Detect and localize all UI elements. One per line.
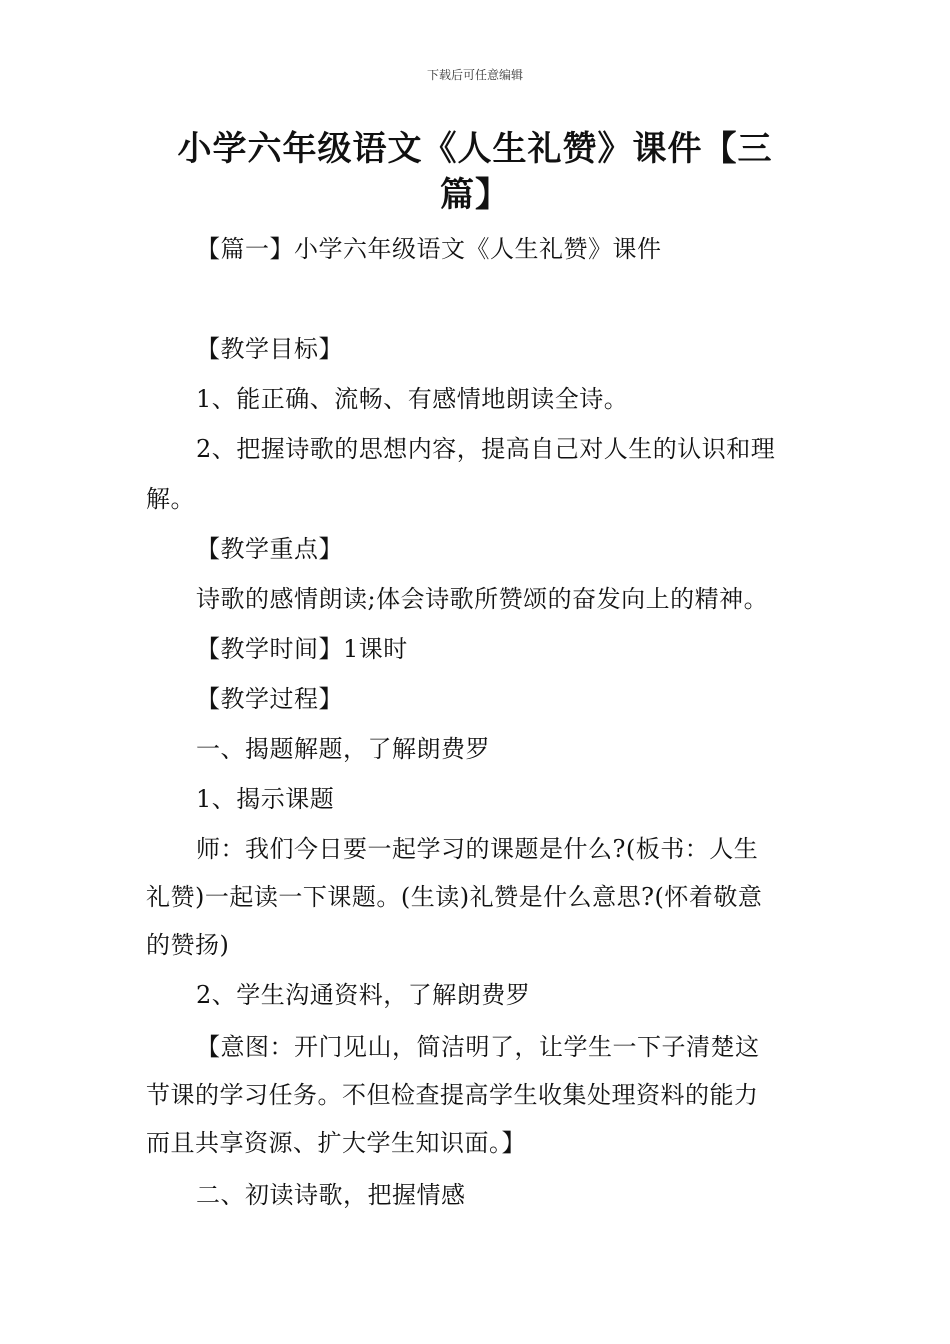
intent-line-2: 节课的学习任务。不但检查提高学生收集处理资料的能力 (146, 1081, 759, 1109)
teacher-line-1: 师：我们今日要一起学习的课题是什么?(板书：人生 (196, 835, 759, 863)
step-1-2: 2、学生沟通资料，了解朗费罗 (196, 981, 531, 1009)
page-header: 下载后可任意编辑 (426, 68, 523, 82)
teacher-line-3: 的赞扬) (146, 931, 230, 959)
focus-heading: 【教学重点】 (196, 535, 343, 563)
goal-item-1: 1、能正确、流畅、有感情地朗读全诗。 (196, 385, 629, 413)
step-1-1: 1、揭示课题 (196, 785, 335, 813)
goal-item-2-line-1: 2、把握诗歌的思想内容，提高自己对人生的认识和理 (196, 435, 776, 463)
time-line: 【教学时间】1课时 (196, 635, 408, 663)
focus-text: 诗歌的感情朗读;体会诗歌所赞颂的奋发向上的精神。 (196, 585, 769, 613)
title-line-2: 篇】 (440, 175, 510, 215)
section-heading: 【篇一】小学六年级语文《人生礼赞》课件 (196, 235, 662, 263)
title-line-1: 小学六年级语文《人生礼赞》课件【三 (177, 129, 773, 169)
goal-item-2-line-2: 解。 (146, 485, 195, 513)
teacher-line-2: 礼赞)一起读一下课题。(生读)礼赞是什么意思?(怀着敬意 (146, 883, 763, 911)
intent-line-1: 【意图：开门见山，简洁明了，让学生一下子清楚这 (196, 1033, 760, 1061)
process-heading: 【教学过程】 (196, 685, 343, 713)
document-title (150, 126, 800, 218)
intent-line-3: 而且共享资源、扩大学生知识面。】 (146, 1129, 526, 1157)
step-2: 二、初读诗歌，把握情感 (196, 1181, 466, 1209)
goals-heading: 【教学目标】 (196, 335, 343, 363)
step-1: 一、揭题解题，了解朗费罗 (196, 735, 490, 763)
